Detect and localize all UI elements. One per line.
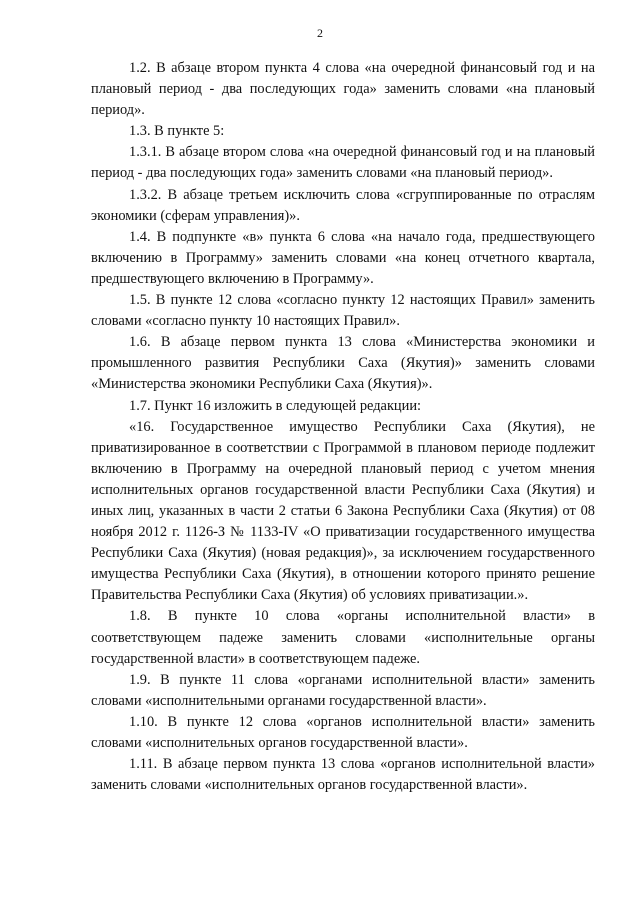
paragraph-1-8: 1.8. В пункте 10 слова «органы исполнительной власти» в соответствующем падеже заменить словами «исполнительные органы государственной власти» в соответствующем падеже.: [91, 608, 595, 667]
paragraph-1-3-2: 1.3.2. В абзаце третьем исключить слова «сгруппированные по отраслям экономики (сферам управления)».: [91, 186, 595, 224]
paragraph-1-3: 1.3. В пункте 5:: [129, 123, 225, 140]
paragraph-1-5: 1.5. В пункте 12 слова «согласно пункту 12 настоящих Правил» заменить словами «согласно пункту 10 настоящих Правил».: [91, 292, 595, 330]
paragraph-1-6: 1.6. В абзаце первом пункта 13 слова «Министерства экономики и промышленного развития Республики Саха (Якутия)» заменить словами «Министерства экономики Республики Саха (Якутия)».: [91, 334, 595, 393]
page-number: 2: [317, 26, 323, 40]
paragraph-1-10: 1.10. В пункте 12 слова «органов исполнительной власти» заменить словами «исполнительных органов государственной власти».: [91, 713, 595, 751]
paragraph-16-quote: «16. Государственное имущество Республики Саха (Якутия), не приватизированное в соответствии с Программой в плановом периоде подлежит включению в Программу на очередной плановый период с учетом мнения исполнительных органов государственной власти Республики Саха (Якутия) и иных лиц, указанных в части 2 статьи 6 Закона Республики Саха (Якутия) от 08 ноября 2012 г. 1126-З № 1133-IV «О приватизации государственного имущества Республики Саха (Якутия) (новая редакция)», за исключением государственного имущества Республики Саха (Якутия), в отношении которого принято решение Правительства Республики Саха (Якутия) об условиях приватизации.».: [91, 418, 595, 604]
paragraph-1-3-1: 1.3.1. В абзаце втором слова «на очередной финансовый год и на плановый период - два последующих года» заменить словами «на плановый период».: [91, 144, 595, 182]
paragraph-1-11: 1.11. В абзаце первом пункта 13 слова «органов исполнительной власти» заменить словами «исполнительных органов государственной власти».: [91, 756, 595, 794]
document-body: [91, 58, 595, 796]
paragraph-1-7: 1.7. Пункт 16 изложить в следующей редакции:: [129, 397, 422, 414]
paragraph-1-2: 1.2. В абзаце втором пункта 4 слова «на очередной финансовый год и на плановый период - два последующих года» заменить словами «на плановый период».: [91, 60, 595, 119]
paragraph-1-4: 1.4. В подпункте «в» пункта 6 слова «на начало года, предшествующего включению в Программу» заменить словами «на конец отчетного квартала, предшествующего включению в Программу».: [91, 228, 595, 287]
paragraph-1-9: 1.9. В пункте 11 слова «органами исполнительной власти» заменить словами «исполнительными органами государственной власти».: [91, 671, 595, 709]
